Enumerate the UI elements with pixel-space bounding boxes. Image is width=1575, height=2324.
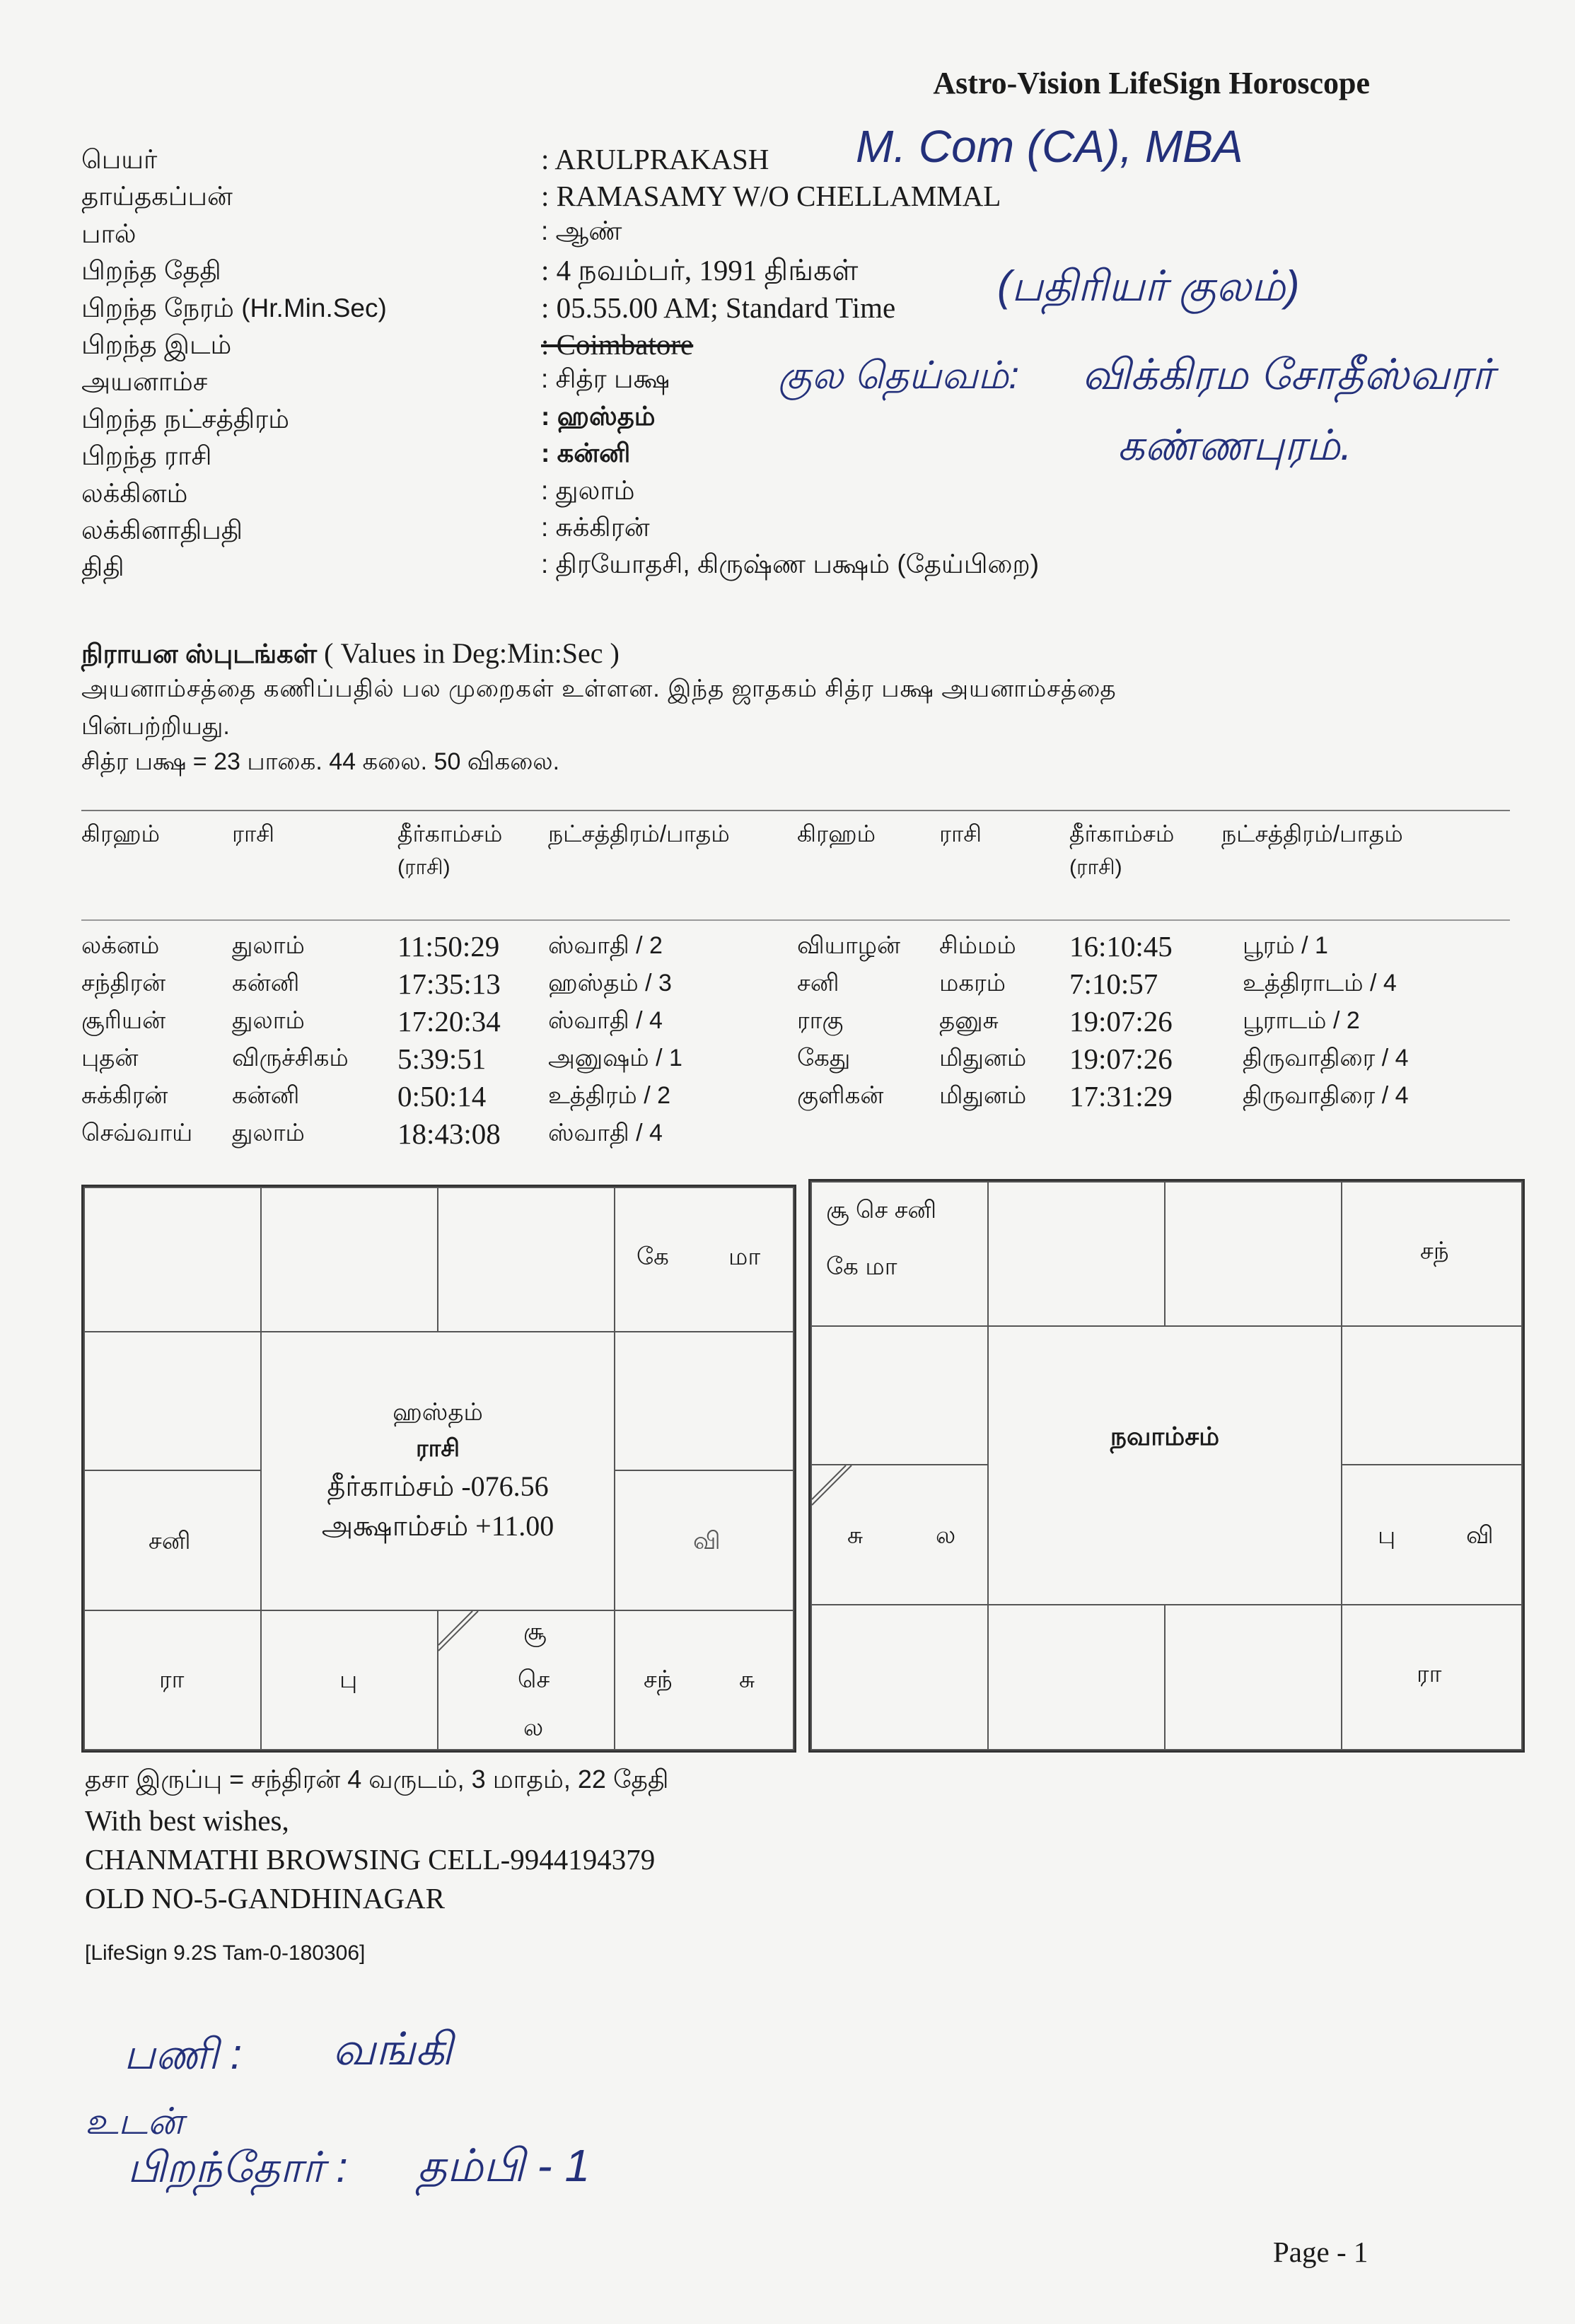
- software-version: [LifeSign 9.2S Tam-0-180306]: [85, 1941, 366, 1965]
- rasi-cell-9: [260, 1610, 438, 1750]
- detail-value: : 4 நவம்பர், 1991 திங்கள்: [541, 254, 859, 286]
- th-rasi-right: ராசி: [939, 820, 982, 847]
- handwritten-siblings-value: தம்பி - 1: [417, 2140, 591, 2191]
- detail-label: தாய்தகப்பன்: [81, 182, 233, 211]
- table-cell: உத்திரம் / 2: [548, 1082, 671, 1109]
- navamsa-cell-11-lagnam: ல: [936, 1522, 956, 1549]
- detail-label: லக்கினாதிபதி: [81, 516, 243, 545]
- table-cell: புதன்: [81, 1045, 139, 1071]
- th-longitude-sub-left: (ராசி): [397, 856, 451, 879]
- detail-value: : 05.55.00 AM; Standard Time: [541, 291, 896, 324]
- navamsa-cell-6-viyazhan: வி: [1466, 1522, 1494, 1549]
- rasi-cell-4: [614, 1187, 794, 1332]
- navamsa-cell-3: [1164, 1181, 1342, 1327]
- th-longitude-right: தீர்காம்சம்: [1069, 820, 1175, 847]
- table-cell: சந்திரன்: [81, 970, 166, 997]
- navamsa-chart-center: [989, 1422, 1341, 1455]
- rasi-chart-center: [262, 1399, 614, 1546]
- ayanamsa-value: சித்ர பக்ஷ = 23 பாகை. 44 கலை. 50 விகலை.: [81, 748, 560, 775]
- table-cell: உத்திராடம் / 4: [1243, 970, 1397, 997]
- navamsa-cell-1: [810, 1181, 989, 1327]
- detail-label: பிறந்த இடம்: [81, 330, 232, 359]
- page-header-title: Astro-Vision LifeSign Horoscope: [933, 66, 1370, 100]
- navamsa-cell-7-rahu: ரா: [1417, 1661, 1442, 1687]
- rasi-cell-3: [437, 1187, 615, 1332]
- handwritten-siblings-label-2: பிறந்தோர் :: [127, 2144, 348, 2191]
- handwritten-deity-place: கண்ணபுரம்.: [1117, 422, 1352, 469]
- table-cell: ராகு: [797, 1007, 844, 1034]
- table-cell: 17:20:34: [397, 1005, 501, 1038]
- table-cell: 19:07:26: [1069, 1042, 1173, 1075]
- detail-value: : திரயோதசி, கிருஷ்ண பக்ஷம் (தேய்பிறை): [541, 550, 1040, 579]
- rasi-center-longitude: தீர்காம்சம் -076.56: [327, 1470, 549, 1502]
- handwritten-deity-name: விக்கிரம சோதீஸ்வரர்: [1082, 351, 1494, 398]
- nirayana-heading-en: ( Values in Deg:Min:Sec ): [317, 637, 620, 669]
- navamsa-cell-4-chandran: சந்: [1420, 1238, 1449, 1265]
- navamsa-cell-11: [810, 1464, 989, 1605]
- detail-label: பிறந்த தேதி: [81, 256, 221, 285]
- handwritten-siblings-label-1: உடன்: [85, 2101, 183, 2142]
- detail-value: : ஹஸ்தம்: [541, 402, 656, 431]
- navamsa-cell-12: [810, 1325, 989, 1465]
- detail-label: லக்கினம்: [81, 479, 188, 508]
- table-cell: ஸ்வாதி / 4: [548, 1120, 663, 1146]
- table-cell: 5:39:51: [397, 1042, 487, 1075]
- rasi-center-latitude: அக்ஷாம்சம் +11.00: [321, 1510, 554, 1542]
- handwritten-deity-label: குல தெய்வம்:: [778, 354, 1020, 397]
- shop-name: CHANMATHI BROWSING CELL-9944194379: [85, 1843, 656, 1876]
- navamsa-cell-5: [1341, 1325, 1523, 1465]
- navamsa-cell-9: [987, 1604, 1166, 1750]
- dasa-balance: தசா இருப்பு = சந்திரன் 4 வருடம், 3 மாதம், 22 தேதி: [85, 1765, 669, 1794]
- rasi-cell-4-ketu: கே: [637, 1243, 669, 1270]
- navamsa-lagna-marker-icon: [812, 1465, 854, 1508]
- navamsa-cell-11-sukran: சு: [847, 1522, 864, 1549]
- detail-value: : ஆண்: [541, 216, 622, 245]
- table-cell: பூராடம் / 2: [1243, 1007, 1360, 1034]
- table-cell: மிதுனம்: [939, 1082, 1027, 1109]
- rasi-cell-4-mandi: மா: [728, 1243, 761, 1270]
- th-star-right: நட்சத்திரம்/பாதம்: [1221, 820, 1403, 847]
- rasi-cell-5: [614, 1331, 794, 1471]
- table-cell: விருச்சிகம்: [232, 1045, 349, 1071]
- handwritten-job-label: பணி :: [124, 2030, 243, 2078]
- detail-label: பிறந்த நட்சத்திரம்: [81, 405, 290, 434]
- rasi-cell-8: [437, 1610, 615, 1750]
- detail-label: பெயர்: [81, 145, 158, 174]
- rasi-center-star: ஹஸ்தம்: [393, 1399, 483, 1426]
- rasi-cell-7-chandran: சந்: [644, 1666, 673, 1693]
- rasi-cell-8-sevvai: செ: [518, 1666, 550, 1693]
- handwritten-caste: (பதிரியர் குலம்): [997, 262, 1300, 310]
- table-cell: 18:43:08: [397, 1117, 501, 1150]
- wishes-text: With best wishes,: [85, 1804, 289, 1837]
- th-longitude-sub-right: (ராசி): [1069, 856, 1122, 879]
- detail-value: : துலாம்: [541, 476, 635, 505]
- navamsa-cell-1-line1: சூ செ சனி: [826, 1197, 937, 1224]
- table-cell: கன்னி: [232, 970, 300, 997]
- table-header-rule: [81, 919, 1510, 921]
- detail-value: : சுக்கிரன்: [541, 513, 650, 542]
- table-cell: 19:07:26: [1069, 1005, 1173, 1038]
- lagna-marker-icon: [438, 1611, 481, 1654]
- table-cell: 17:35:13: [397, 968, 501, 1000]
- table-cell: சூரியன்: [81, 1007, 166, 1034]
- table-cell: ஹஸ்தம் / 3: [548, 970, 672, 997]
- table-cell: துலாம்: [232, 1120, 305, 1146]
- table-cell: வியாழன்: [797, 932, 900, 959]
- table-cell: 11:50:29: [397, 930, 500, 963]
- rasi-cell-11-sani: சனி: [149, 1528, 191, 1555]
- rasi-cell-12: [83, 1331, 262, 1471]
- nirayana-heading: [81, 637, 620, 673]
- table-cell: சுக்கிரன்: [81, 1082, 168, 1109]
- table-cell: 16:10:45: [1069, 930, 1173, 963]
- th-longitude-left: தீர்காம்சம்: [397, 820, 503, 847]
- navamsa-chart: [808, 1179, 1525, 1753]
- nirayana-paragraph-1: அயனாம்சத்தை கணிப்பதில் பல முறைகள் உள்ளன. இந்த ஜாதகம் சித்ர பக்ஷ அயனாம்சத்தை: [81, 675, 1117, 702]
- table-cell: 0:50:14: [397, 1080, 487, 1112]
- rasi-cell-8-lagnam: ல: [523, 1714, 544, 1741]
- table-cell: ஸ்வாதி / 2: [548, 932, 663, 959]
- table-cell: துலாம்: [232, 1007, 305, 1034]
- table-cell: அனுஷம் / 1: [548, 1045, 682, 1071]
- rasi-cell-7-sukran: சு: [739, 1666, 755, 1693]
- navamsa-cell-4: [1341, 1181, 1523, 1327]
- rasi-cell-2: [260, 1187, 438, 1332]
- rasi-cell-8-suriyan: சூ: [523, 1618, 547, 1645]
- nirayana-paragraph-2: பின்பற்றியது.: [81, 713, 230, 740]
- rasi-cell-10: [83, 1610, 262, 1750]
- navamsa-cell-2: [987, 1181, 1166, 1327]
- detail-label: பால்: [81, 219, 136, 248]
- rasi-cell-6-viyazhan: வி: [693, 1528, 721, 1555]
- navamsa-cell-6: [1341, 1464, 1523, 1605]
- rasi-cell-9-budhan: பு: [339, 1666, 358, 1693]
- table-cell: மிதுனம்: [939, 1045, 1027, 1071]
- table-cell: தனுசு: [939, 1007, 999, 1034]
- detail-value: : கன்னி: [541, 438, 631, 467]
- rasi-cell-10-rahu: ரா: [159, 1666, 185, 1693]
- handwritten-qualification: M. Com (CA), MBA: [856, 121, 1243, 172]
- detail-value: : Coimbatore: [541, 328, 694, 361]
- table-cell: பூரம் / 1: [1243, 932, 1328, 959]
- rasi-cell-11: [83, 1470, 262, 1611]
- detail-label: திதி: [81, 552, 124, 581]
- table-cell: திருவாதிரை / 4: [1243, 1082, 1409, 1109]
- table-cell: 17:31:29: [1069, 1080, 1173, 1112]
- table-cell: கேது: [797, 1045, 851, 1071]
- nirayana-heading-ta: நிராயன ஸ்புடங்கள்: [81, 639, 318, 668]
- detail-label: அயனாம்ச: [81, 367, 208, 396]
- table-cell: லக்னம்: [81, 932, 160, 959]
- table-cell: திருவாதிரை / 4: [1243, 1045, 1409, 1071]
- rasi-cell-6: [614, 1470, 794, 1611]
- detail-value: : ARULPRAKASH: [541, 143, 769, 175]
- rasi-chart: [81, 1185, 796, 1753]
- page-number: Page - 1: [1273, 2236, 1368, 2268]
- th-graha-left: கிரஹம்: [81, 820, 161, 847]
- table-cell: மகரம்: [939, 970, 1006, 997]
- detail-value: : சித்ர பக்ஷ: [541, 364, 670, 393]
- th-rasi-left: ராசி: [232, 820, 275, 847]
- navamsa-cell-1-line2: கே மா: [826, 1253, 897, 1280]
- navamsa-cell-6-budhan: பு: [1378, 1522, 1396, 1549]
- table-cell: துலாம்: [232, 932, 305, 959]
- table-cell: ஸ்வாதி / 4: [548, 1007, 663, 1034]
- navamsa-cell-7: [1341, 1604, 1523, 1750]
- detail-value: : RAMASAMY W/O CHELLAMMAL: [541, 180, 1001, 212]
- rasi-center-title: ராசி: [416, 1435, 460, 1462]
- navamsa-cell-10: [810, 1604, 989, 1750]
- th-star-left: நட்சத்திரம்/பாதம்: [548, 820, 730, 847]
- table-top-rule: [81, 810, 1510, 811]
- navamsa-center-title: நவாம்சம்: [1110, 1422, 1220, 1451]
- th-graha-right: கிரஹம்: [797, 820, 876, 847]
- table-cell: சிம்மம்: [939, 932, 1016, 959]
- table-cell: 7:10:57: [1069, 968, 1158, 1000]
- rasi-cell-1: [83, 1187, 262, 1332]
- table-cell: குளிகன்: [797, 1082, 884, 1109]
- detail-label: பிறந்த நேரம் (Hr.Min.Sec): [81, 294, 387, 323]
- handwritten-job-value: வங்கி: [332, 2023, 453, 2074]
- detail-label: பிறந்த ராசி: [81, 441, 212, 470]
- navamsa-cell-8: [1164, 1604, 1342, 1750]
- rasi-cell-7: [614, 1610, 794, 1750]
- table-cell: செவ்வாய்: [81, 1120, 193, 1146]
- table-cell: கன்னி: [232, 1082, 300, 1109]
- table-cell: சனி: [797, 970, 839, 997]
- shop-address: OLD NO-5-GANDHINAGAR: [85, 1882, 446, 1915]
